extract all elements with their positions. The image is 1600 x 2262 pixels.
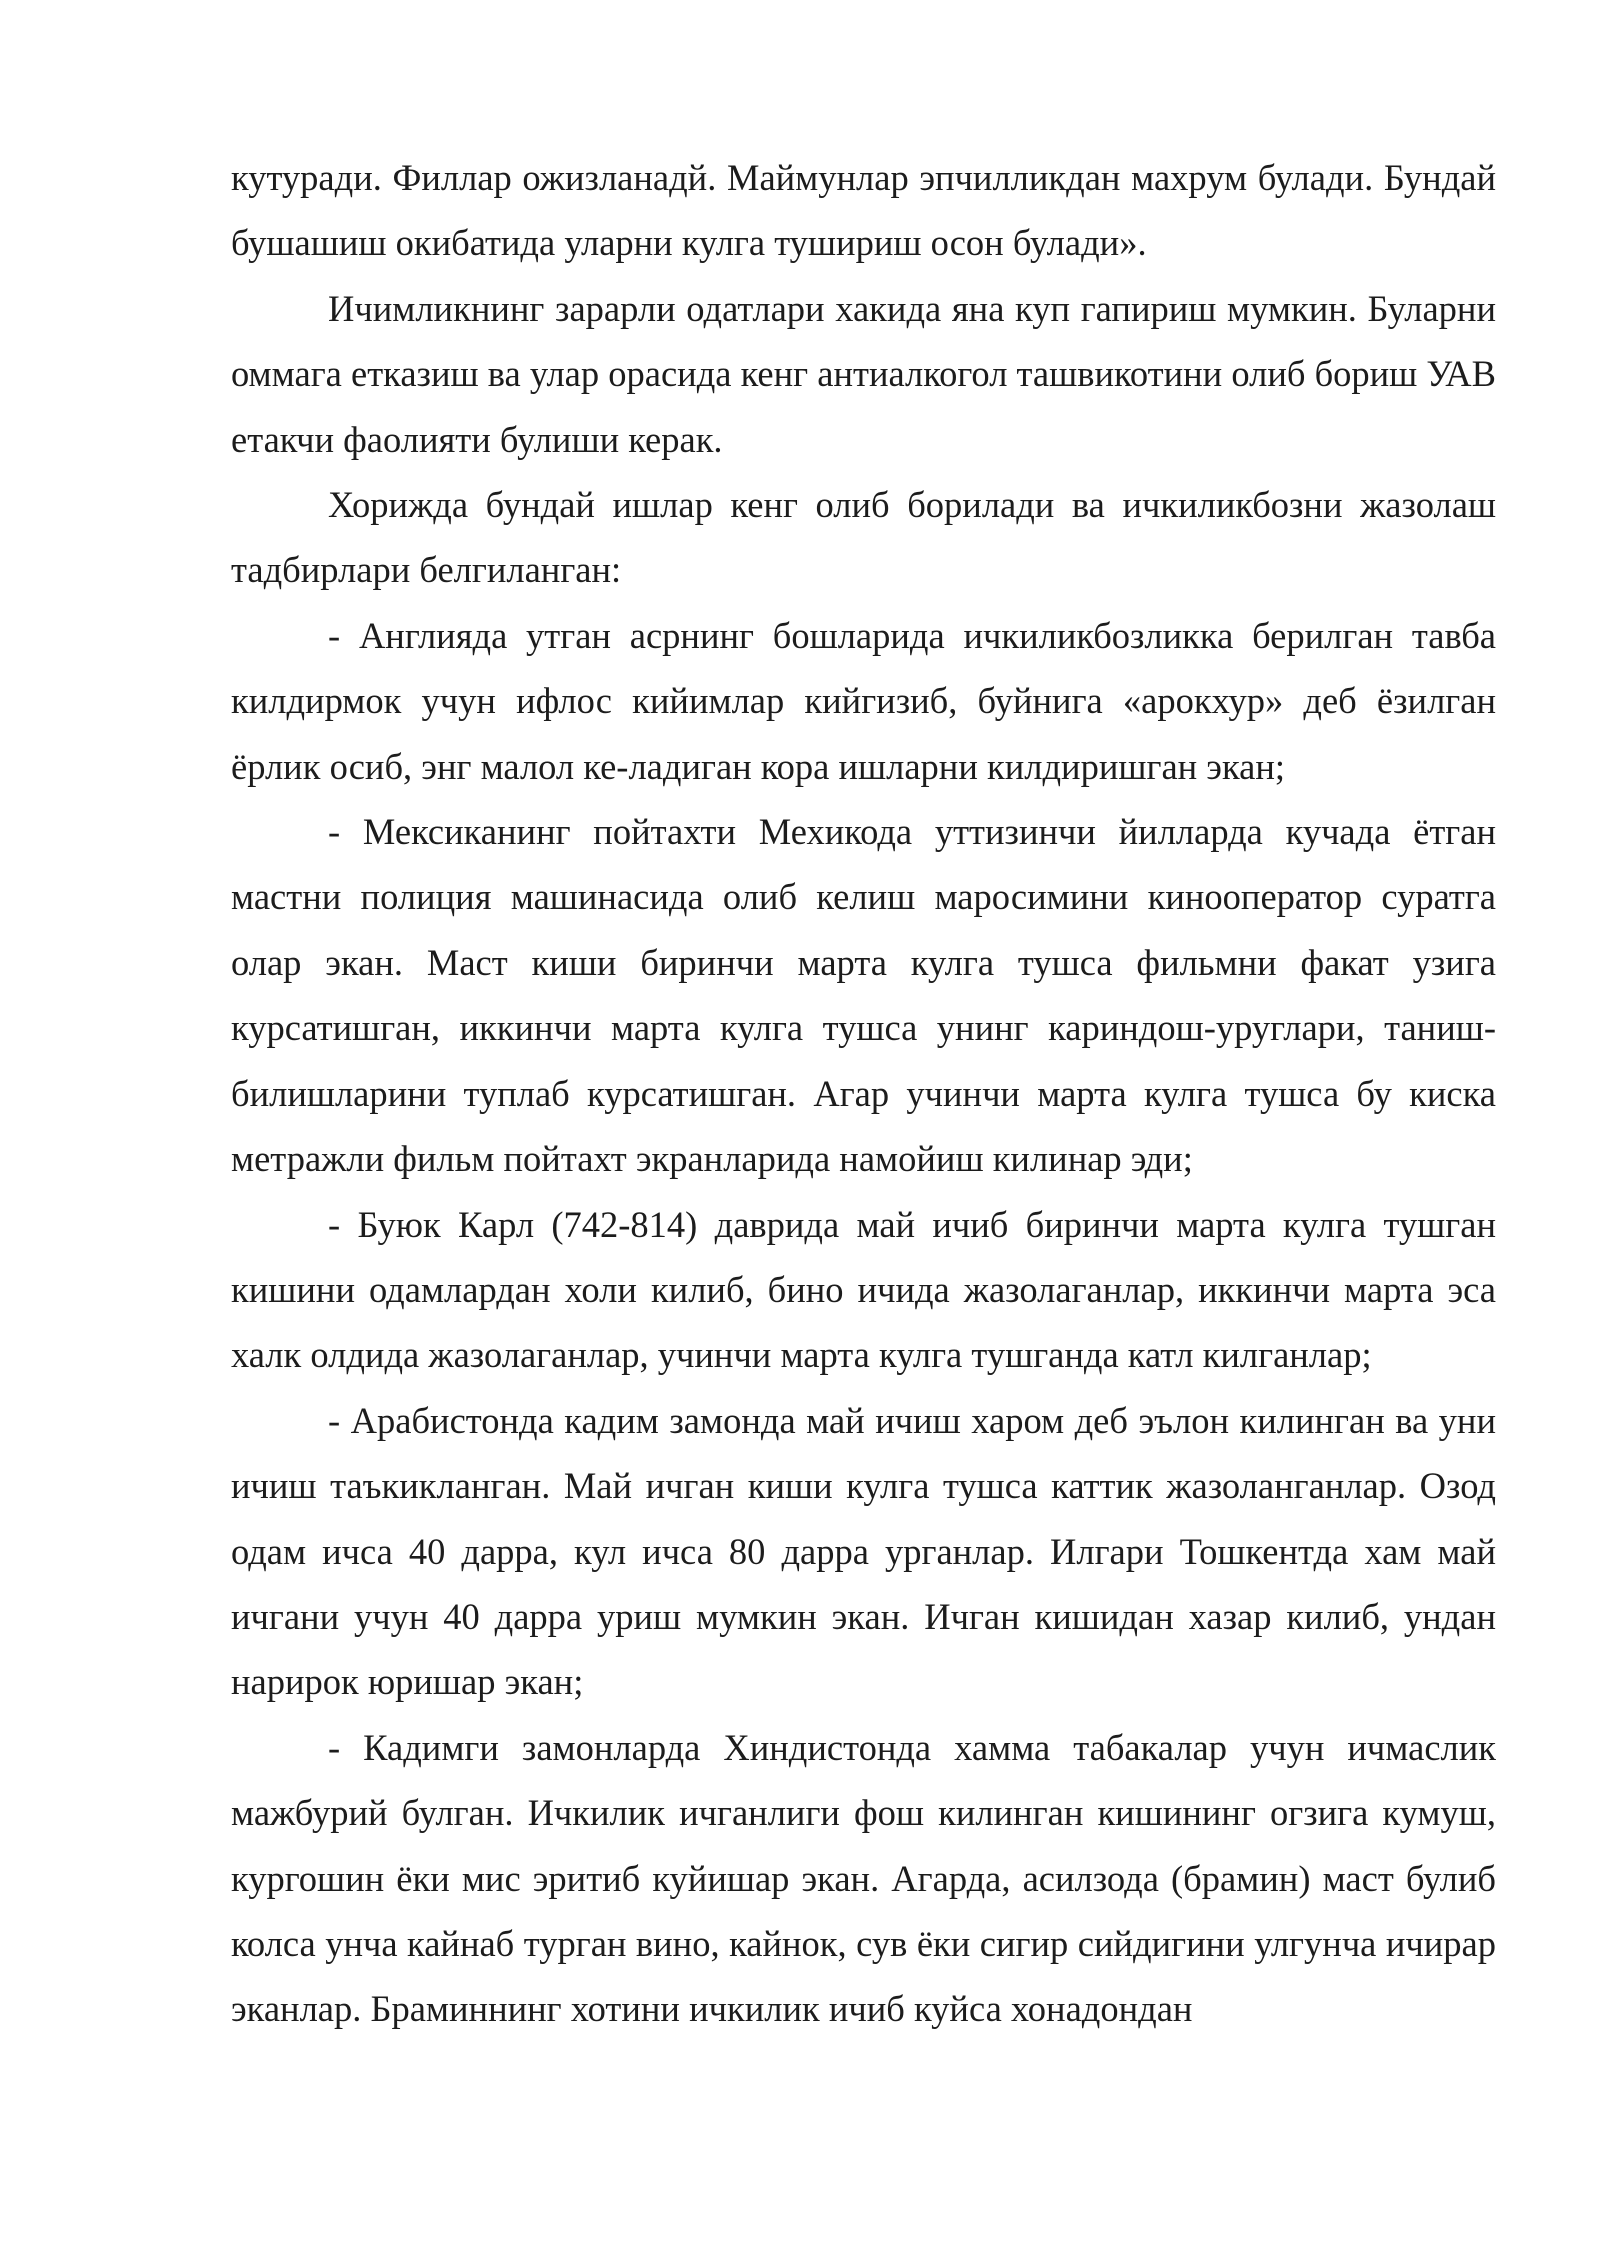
- paragraph: кутуради. Филлар ожизланадй. Маймунлар эпчилликдан махрум булади. Бундай бушашиш окибатида уларни кулга тушириш осон булади».: [231, 157, 1496, 264]
- body-text: [231, 145, 1496, 2042]
- list-item: - Буюк Карл (742-814) даврида май ичиб биринчи марта кулга тушган кишини одамлардан холи килиб, бино ичида жазолаганлар, иккинчи марта эса халк олдида жазолаганлар, учинчи марта кулга тушганда катл килганлар;: [231, 1203, 1496, 1376]
- list-item: - Англияда утган асрнинг бошларида ичкиликбозликка берилган тавба килдирмок учун ифлос кийимлар кийгизиб, буйнига «арокхур» деб ёзилган ёрлик осиб, энг малол ке-ладиган кора ишларни килдиришган экан;: [231, 614, 1496, 787]
- list-item: - Арабистонда кадим замонда май ичиш харом деб эълон килинган ва уни ичиш таъкикланган. Май ичган киши кулга тушса каттик жазоланганлар. Озод одам ичса 40 дарра, кул ичса 80 дарра урганлар. Илгари Тошкентда хам май ичгани учун 40 дарра уриш мумкин экан. Ичган кишидан хазар килиб, ундан нарирок юришар экан;: [231, 1399, 1496, 1703]
- paragraph: Ичимликнинг зарарли одатлари хакида яна куп гапириш мумкин. Буларни оммага етказиш ва улар орасида кенг антиалкогол ташвикотини олиб бориш УАВ етакчи фаолияти булиши керак.: [231, 287, 1496, 460]
- list-item: - Мексиканинг пойтахти Мехикода уттизинчи йилларда кучада ётган мастни полиция машинасида олиб келиш маросимини кинооператор суратга олар экан. Маст киши биринчи марта кулга тушса фильмни факат узига курсатишган, иккинчи марта кулга тушса унинг кариндош-уруглари, таниш-билишларини туплаб курсатишган. Агар учинчи марта кулга тушса бу киска метражли фильм пойтахт экранларида намойиш килинар эди;: [231, 811, 1496, 1180]
- list-item: - Кадимги замонларда Хиндистонда хамма табакалар учун ичмаслик мажбурий булган. Ичкилик ичганлиги фош килинган кишининг огзига кумуш, кургошин ёки мис эритиб куйишар экан. Агарда, асилзода (брамин) маст булиб колса унча кайнаб турган вино, кайнок, сув ёки сигир сийдигини улгунча ичирар эканлар. Браминнинг хотини ичкилик ичиб куйса хонадондан: [231, 1726, 1496, 2030]
- paragraph: Хорижда бундай ишлар кенг олиб борилади ва ичкиликбозни жазолаш тадбирлари белгиланган:: [231, 484, 1496, 591]
